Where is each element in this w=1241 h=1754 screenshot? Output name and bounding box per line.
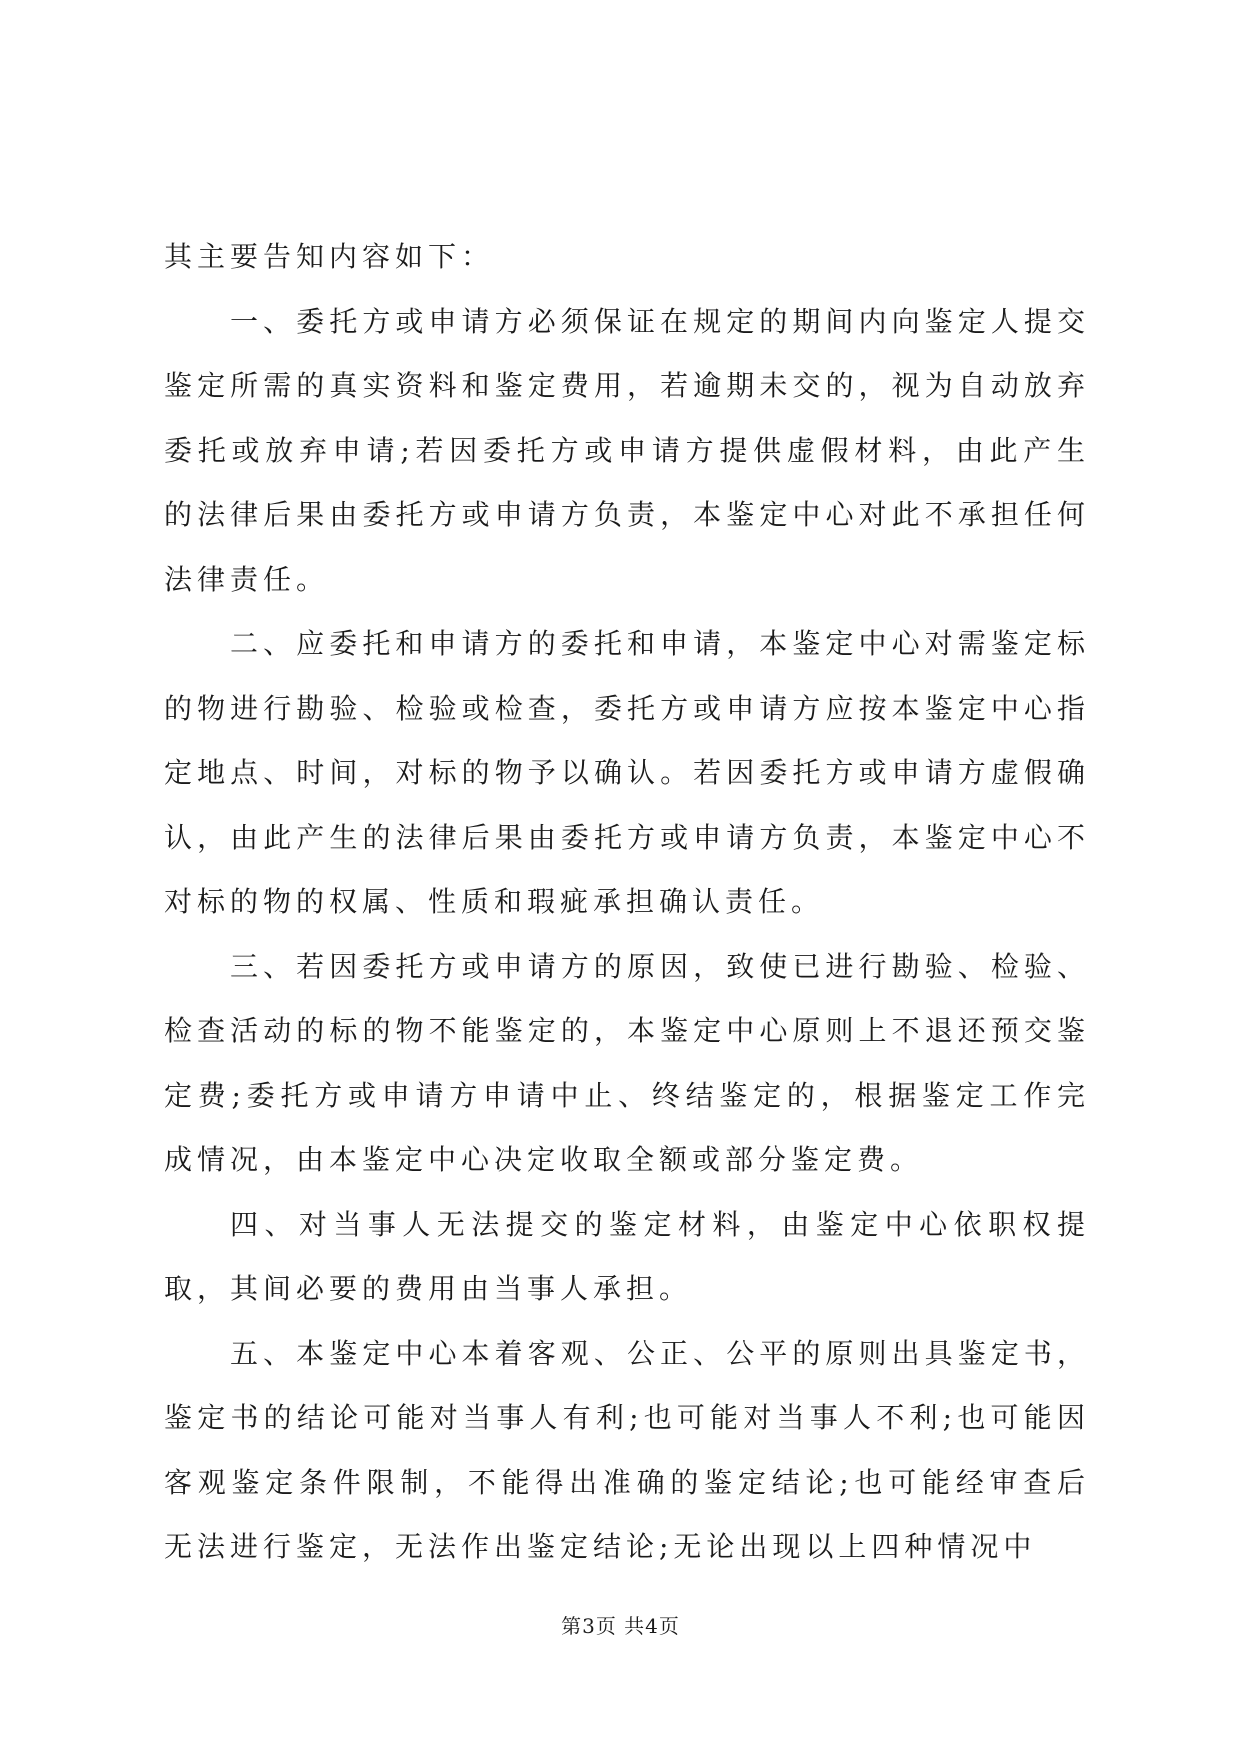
document-body [164,225,1090,1580]
page-number-footer: 第3页 共4页 [561,1614,680,1638]
clause-1: 一、委托方或申请方必须保证在规定的期间内向鉴定人提交鉴定所需的真实资料和鉴定费用，若逾期未交的，视为自动放弃委托或放弃申请;若因委托方或申请方提供虚假材料，由此产生的法律后果由委托方或申请方负责，本鉴定中心对此不承担任何法律责任。 [164,304,1090,596]
clause-3: 三、若因委托方或申请方的原因，致使已进行勘验、检验、检查活动的标的物不能鉴定的，本鉴定中心原则上不退还预交鉴定费;委托方或申请方申请中止、终结鉴定的，根据鉴定工作完成情况，由本鉴定中心决定收取全额或部分鉴定费。 [164,949,1090,1176]
clause-4: 四、对当事人无法提交的鉴定材料，由鉴定中心依职权提取，其间必要的费用由当事人承担。 [164,1207,1090,1305]
intro-line: 其主要告知内容如下： [164,240,495,273]
clause-2: 二、应委托和申请方的委托和申请，本鉴定中心对需鉴定标的物进行勘验、检验或检查，委托方或申请方应按本鉴定中心指定地点、时间，对标的物予以确认。若因委托方或申请方虚假确认，由此产生的法律后果由委托方或申请方负责，本鉴定中心不对标的物的权属、性质和瑕疵承担确认责任。 [164,627,1090,918]
clause-5: 五、本鉴定中心本着客观、公正、公平的原则出具鉴定书，鉴定书的结论可能对当事人有利;也可能对当事人不利;也可能因客观鉴定条件限制，不能得出准确的鉴定结论;也可能经审查后无法进行鉴定，无法作出鉴定结论;无论出现以上四种情况中 [164,1336,1090,1563]
